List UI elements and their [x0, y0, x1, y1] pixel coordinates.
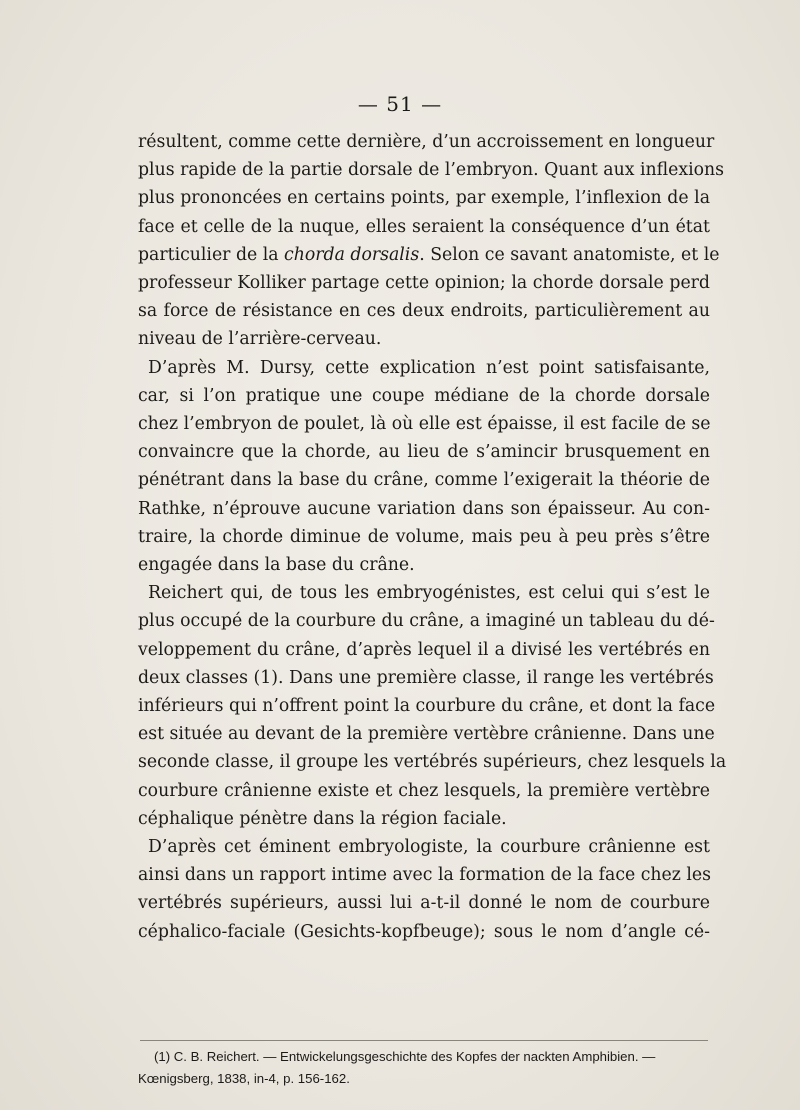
latin-term: chorda dorsalis [284, 244, 420, 265]
text-line: chez l’embryon de poulet, là où elle est épaisse, il est facile de se [138, 414, 711, 435]
text-line: courbure crânienne existe et chez lesquels, la première vertèbre [138, 780, 710, 801]
text-line: céphalique pénètre dans la région faciale. [138, 808, 507, 829]
text-line: seconde classe, il groupe les vertébrés supérieurs, chez lesquels la [138, 752, 727, 773]
text-line: face et celle de la nuque, elles seraient la conséquence d’un état [138, 216, 710, 237]
text-line: est située au devant de la première vertèbre crânienne. Dans une [138, 724, 715, 745]
text-line: inférieurs qui n’offrent point la courbure du crâne, et dont la face [138, 696, 716, 717]
text-line: convaincre que la chorde, au lieu de s’amincir brusquement en [138, 442, 710, 463]
text-line: résultent, comme cette dernière, d’un accroissement en longueur [138, 132, 715, 152]
text-line: traire, la chorde diminue de volume, mais peu à peu près s’être [138, 526, 710, 547]
text-line: D’après cet éminent embryologiste, la courbure crânienne est [148, 837, 710, 858]
footnotes [138, 1046, 710, 1090]
text-line: niveau de l’arrière-cerveau. [138, 329, 382, 350]
text-line: céphalico-faciale (Gesichts-kopfbeuge); sous le nom d’angle cé- [138, 921, 710, 942]
text-line: professeur Kolliker partage cette opinion; la chorde dorsale perd [138, 273, 710, 294]
text-line: D’après M. Dursy, cette explication n’est point satisfaisante, [148, 357, 710, 378]
text-line: pénétrant dans la base du crâne, comme l’exigerait la théorie de [138, 470, 710, 491]
page-number: — 51 — [357, 92, 443, 116]
text-line: sa force de résistance en ces deux endroits, particulièrement au [138, 301, 710, 322]
main-text [138, 128, 727, 946]
text-line: plus occupé de la courbure du crâne, a imaginé un tableau du dé- [138, 611, 715, 632]
text-line: particulier de la chorda dorsalis. Selon ce savant anatomiste, et le [138, 244, 720, 265]
footnote-divider [140, 1040, 708, 1041]
text-line: ainsi dans un rapport intime avec la formation de la face chez les [138, 865, 711, 886]
text-line: Rathke, n’éprouve aucune variation dans son épaisseur. Au con- [138, 498, 710, 519]
text-line: Reichert qui, de tous les embryogénistes, est celui qui s’est le [148, 583, 710, 604]
text-line: vertébrés supérieurs, aussi lui a-t-il donné le nom de courbure [138, 893, 710, 914]
footnote-line: (1) C. B. Reichert. — Entwickelungsgeschichte des Kopfes der nackten Amphibien. — [154, 1049, 656, 1064]
text-line: deux classes (1). Dans une première classe, il range les vertébrés [138, 667, 714, 688]
text-line: plus rapide de la partie dorsale de l’embryon. Quant aux inflexions [138, 160, 725, 181]
footnote-line: Kœnigsberg, 1838, in-4, p. 156-162. [138, 1071, 350, 1086]
text-line: car, si l’on pratique une coupe médiane de la chorde dorsale [138, 385, 710, 406]
text-line: veloppement du crâne, d’après lequel il a divisé les vertébrés en [138, 639, 710, 660]
text-line: engagée dans la base du crâne. [138, 555, 415, 576]
text-line: plus prononcées en certains points, par exemple, l’inflexion de la [138, 188, 710, 209]
